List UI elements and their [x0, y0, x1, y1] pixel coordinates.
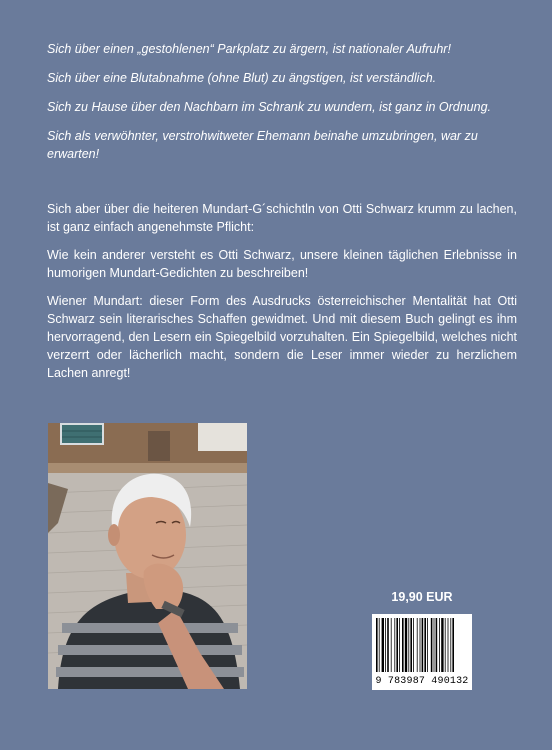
barcode-bar	[396, 618, 398, 672]
isbn-number: 9 783987 490132	[375, 676, 469, 687]
barcode-bar	[450, 618, 451, 672]
barcode-bar	[394, 618, 395, 672]
barcode-bar	[420, 618, 421, 672]
barcode-bar	[391, 618, 392, 672]
barcode-bar	[439, 618, 440, 672]
price-label: 19,90 EUR	[391, 590, 453, 604]
barcode-bar	[422, 618, 424, 672]
teaser-line: Sich als verwöhnter, verstrohwitweter Ehemann beinahe umzubringen, war zu erwarten!	[47, 129, 478, 161]
barcode-bar	[408, 618, 409, 672]
barcode-bar	[382, 618, 384, 672]
barcode-bar	[410, 618, 412, 672]
barcode-bar	[424, 618, 426, 672]
barcode-bar	[385, 618, 386, 672]
blurb-paragraph: Wie kein anderer versteht es Otti Schwarz, unsere kleinen täglichen Erlebnisse in humorigen Mundart-Gedichten zu beschreiben!	[47, 248, 517, 280]
barcode-bar	[405, 618, 407, 672]
barcode-bar	[431, 618, 433, 672]
barcode-bar	[436, 618, 438, 672]
author-photo	[48, 423, 247, 689]
blurb-paragraph: Wiener Mundart: dieser Form des Ausdrucks österreichischer Mentalität hat Otti Schwarz sein literarisches Schaffen gewidmet. Und mit diesem Buch gelingt es ihm hervorragend, den Lesern ein Spiegelbild vorzuhalten. Ein Spiegelbild, welches nicht verzerrt oder lächerlich macht, sondern die Leser immer wieder zu herzlichem Lachen anregt!	[47, 294, 517, 380]
barcode-bar	[427, 618, 428, 672]
barcode-bar	[379, 618, 380, 672]
barcode-bar	[376, 618, 378, 672]
teaser-line: Sich zu Hause über den Nachbarn im Schrank zu wundern, ist ganz in Ordnung.	[47, 100, 491, 114]
barcode-bar	[402, 618, 404, 672]
barcode-bar	[445, 618, 446, 672]
teaser-line: Sich über eine Blutabnahme (ohne Blut) zu ängstigen, ist verständlich.	[47, 71, 437, 85]
teaser-line: Sich über einen „gestohlenen“ Parkplatz zu ärgern, ist nationaler Aufruhr!	[47, 42, 451, 56]
blurb-paragraph: Sich aber über die heiteren Mundart-G´schichtln von Otti Schwarz krumm zu lachen, ist ganz einfach angenehmste Pflicht:	[47, 202, 517, 234]
barcode-bar	[434, 618, 435, 672]
barcode-bar	[448, 618, 449, 672]
barcode-bar	[387, 618, 389, 672]
italic-teaser-block	[47, 40, 517, 174]
blurb-block	[47, 200, 517, 392]
barcode-bar	[399, 618, 400, 672]
barcode-bar	[452, 618, 454, 672]
isbn-barcode	[372, 614, 472, 690]
barcode-bar	[417, 618, 418, 672]
barcode-bar	[413, 618, 414, 672]
barcode-bar	[441, 618, 443, 672]
